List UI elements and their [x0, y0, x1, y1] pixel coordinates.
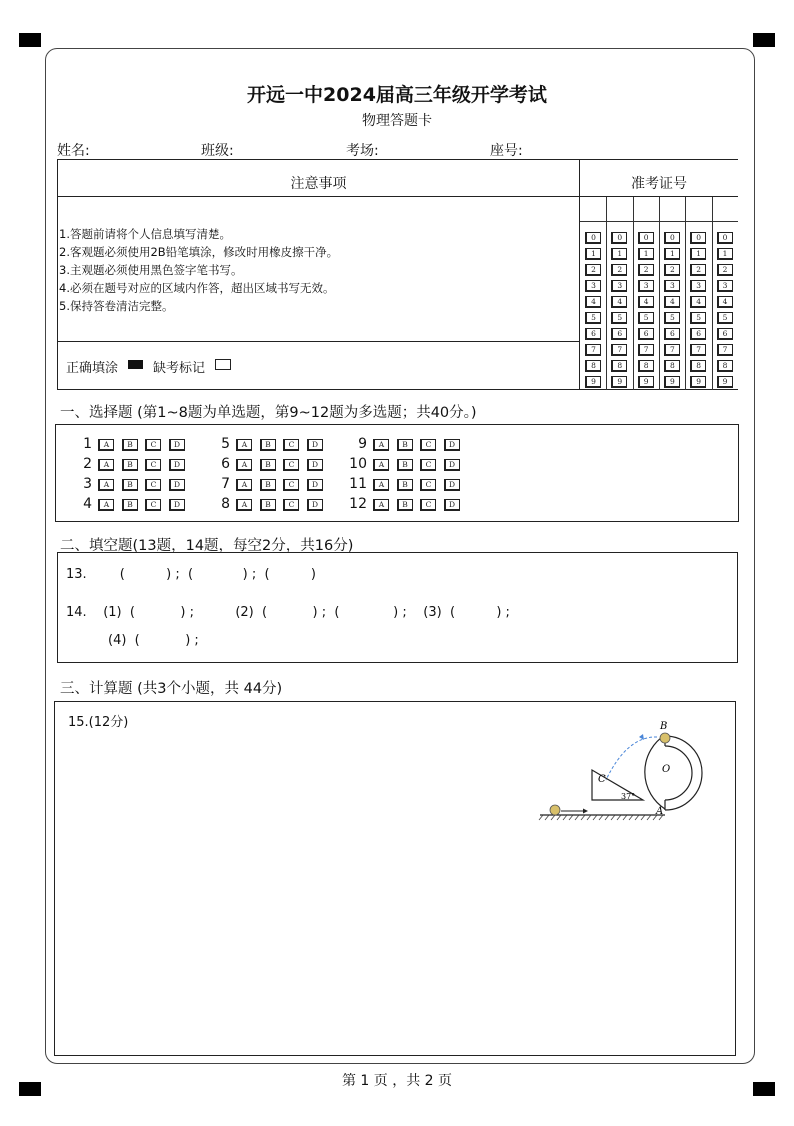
question-number: 9: [358, 436, 367, 452]
student-id-bubble[interactable]: 5: [611, 312, 627, 324]
id-column-divider: [659, 197, 660, 390]
student-id-bubble[interactable]: 7: [638, 344, 654, 356]
answer-bubble-d[interactable]: D: [444, 499, 460, 511]
student-id-bubble[interactable]: 0: [585, 232, 601, 244]
student-id-bubble[interactable]: 2: [717, 264, 733, 276]
seat-label: 座号:: [490, 143, 523, 159]
student-id-bubble[interactable]: 4: [717, 296, 733, 308]
student-id-bubble[interactable]: 5: [664, 312, 680, 324]
question-number: 5: [221, 436, 230, 452]
notice-item: 4.必须在题号对应的区域内作答，超出区域书写无效。: [59, 281, 335, 295]
student-id-bubble[interactable]: 6: [638, 328, 654, 340]
room-label: 考场:: [346, 143, 379, 159]
student-id-bubble[interactable]: 1: [638, 248, 654, 260]
label-c: C: [598, 774, 606, 785]
student-id-bubble[interactable]: 0: [611, 232, 627, 244]
student-id-bubble[interactable]: 4: [690, 296, 706, 308]
student-id-bubble[interactable]: 1: [585, 248, 601, 260]
q13-answer-line[interactable]: 13. ( ) ; ( ) ; ( ): [66, 567, 316, 582]
answer-bubble-a[interactable]: A: [98, 459, 114, 471]
student-id-bubble[interactable]: 0: [717, 232, 733, 244]
answer-bubble-a[interactable]: A: [98, 499, 114, 511]
student-id-bubble[interactable]: 0: [664, 232, 680, 244]
exam-title: 开远一中2024届高三年级开学考试: [247, 84, 547, 106]
answer-bubble-d[interactable]: D: [169, 439, 185, 451]
answer-bubble-c[interactable]: C: [283, 479, 299, 491]
question-number: 8: [221, 496, 230, 512]
answer-bubble-a[interactable]: A: [236, 439, 252, 451]
answer-bubble-a[interactable]: A: [373, 459, 389, 471]
arrow-head: [583, 809, 588, 814]
room-field[interactable]: [346, 140, 471, 160]
student-id-bubble[interactable]: 4: [585, 296, 601, 308]
student-id-heading: 准考证号: [631, 176, 687, 192]
answer-bubble-c[interactable]: C: [145, 499, 161, 511]
student-id-bubble[interactable]: 2: [611, 264, 627, 276]
answer-bubble-b[interactable]: B: [260, 459, 276, 471]
notice-item: 1.答题前请将个人信息填写清楚。: [59, 227, 231, 241]
id-column-divider: [685, 197, 686, 390]
student-id-bubble[interactable]: 9: [638, 376, 654, 388]
answer-bubble-b[interactable]: B: [397, 459, 413, 471]
student-id-bubble[interactable]: 5: [585, 312, 601, 324]
student-id-bubble[interactable]: 8: [611, 360, 627, 372]
answer-bubble-b[interactable]: B: [397, 499, 413, 511]
q15-label: 15.(12分): [68, 715, 129, 730]
answer-bubble-b[interactable]: B: [397, 479, 413, 491]
answer-bubble-d[interactable]: D: [169, 479, 185, 491]
student-id-bubble[interactable]: 2: [638, 264, 654, 276]
q14-answer-line-2[interactable]: (4) ( ) ;: [108, 633, 199, 648]
correct-fill-sample: [128, 360, 143, 369]
answer-bubble-d[interactable]: D: [444, 479, 460, 491]
student-id-bubble[interactable]: 6: [717, 328, 733, 340]
answer-bubble-c[interactable]: C: [420, 479, 436, 491]
student-id-bubble[interactable]: 7: [664, 344, 680, 356]
question-number: 2: [83, 456, 92, 472]
student-id-bubble[interactable]: 6: [611, 328, 627, 340]
q14-answer-line[interactable]: 14. (1) ( ) ; (2) ( ) ; ( ) ; (3) ( ) ;: [66, 605, 510, 620]
page-footer: 第 1 页 ，共 2 页: [341, 1073, 453, 1089]
student-id-bubble[interactable]: 2: [664, 264, 680, 276]
answer-bubble-d[interactable]: D: [169, 499, 185, 511]
seat-field[interactable]: [490, 140, 615, 160]
answer-bubble-c[interactable]: C: [145, 439, 161, 451]
answer-bubble-d[interactable]: D: [307, 479, 323, 491]
answer-bubble-c[interactable]: C: [145, 479, 161, 491]
answer-bubble-d[interactable]: D: [444, 459, 460, 471]
answer-bubble-a[interactable]: A: [236, 479, 252, 491]
student-id-bubble[interactable]: 3: [717, 280, 733, 292]
absent-mark-box[interactable]: [215, 359, 231, 370]
student-id-bubble[interactable]: 0: [638, 232, 654, 244]
student-id-bubble[interactable]: 1: [690, 248, 706, 260]
correct-fill-label: 正确填涂: [66, 361, 119, 376]
answer-bubble-a[interactable]: A: [373, 439, 389, 451]
student-id-bubble[interactable]: 3: [664, 280, 680, 292]
answer-bubble-b[interactable]: B: [397, 439, 413, 451]
student-id-bubble[interactable]: 2: [690, 264, 706, 276]
student-id-bubble[interactable]: 3: [638, 280, 654, 292]
student-id-bubble[interactable]: 4: [638, 296, 654, 308]
question-number: 4: [83, 496, 92, 512]
question-number: 11: [349, 476, 367, 492]
label-angle: 37°: [621, 792, 636, 801]
student-id-bubble[interactable]: 2: [585, 264, 601, 276]
exam-subtitle: 物理答题卡: [362, 113, 432, 129]
student-id-bubble[interactable]: 9: [717, 376, 733, 388]
name-field[interactable]: [57, 140, 182, 160]
notice-divider-bottom: [57, 341, 580, 342]
answer-bubble-c[interactable]: C: [420, 499, 436, 511]
student-id-bubble[interactable]: 5: [638, 312, 654, 324]
student-id-bubble[interactable]: 6: [664, 328, 680, 340]
answer-bubble-a[interactable]: A: [98, 479, 114, 491]
notice-divider-h: [57, 196, 580, 197]
notice-item: 2.客观题必须使用2B铅笔填涂，修改时用橡皮擦干净。: [59, 245, 339, 259]
trajectory: [606, 737, 657, 780]
student-id-bubble[interactable]: 5: [690, 312, 706, 324]
label-a: A: [656, 806, 664, 817]
question-number: 1: [83, 436, 92, 452]
student-id-bubble[interactable]: 4: [664, 296, 680, 308]
student-id-bubble[interactable]: 9: [690, 376, 706, 388]
answer-bubble-b[interactable]: B: [122, 459, 138, 471]
student-id-bubble[interactable]: 8: [638, 360, 654, 372]
answer-bubble-b[interactable]: B: [260, 499, 276, 511]
label-b: B: [660, 721, 668, 732]
answer-bubble-a[interactable]: A: [236, 499, 252, 511]
question-number: 6: [221, 456, 230, 472]
student-id-bubble[interactable]: 4: [611, 296, 627, 308]
class-label: 班级:: [201, 143, 234, 159]
answer-bubble-a[interactable]: A: [373, 479, 389, 491]
student-id-bubble[interactable]: 7: [611, 344, 627, 356]
student-id-bubble[interactable]: 0: [690, 232, 706, 244]
student-id-bubble[interactable]: 8: [717, 360, 733, 372]
absent-mark-label: 缺考标记: [153, 361, 206, 376]
name-line[interactable]: [94, 145, 182, 160]
student-id-bubble[interactable]: 9: [664, 376, 680, 388]
answer-bubble-b[interactable]: B: [260, 479, 276, 491]
answer-bubble-c[interactable]: C: [283, 499, 299, 511]
answer-bubble-b[interactable]: B: [122, 479, 138, 491]
student-id-bubble[interactable]: 7: [585, 344, 601, 356]
id-column-divider: [606, 197, 607, 390]
answer-bubble-c[interactable]: C: [420, 459, 436, 471]
class-field[interactable]: [201, 140, 326, 160]
answer-bubble-c[interactable]: C: [283, 459, 299, 471]
answer-bubble-d[interactable]: D: [444, 439, 460, 451]
student-id-bubble[interactable]: 3: [611, 280, 627, 292]
answer-bubble-b[interactable]: B: [122, 499, 138, 511]
answer-bubble-a[interactable]: A: [98, 439, 114, 451]
answer-bubble-d[interactable]: D: [307, 459, 323, 471]
student-id-bubble[interactable]: 6: [690, 328, 706, 340]
seat-line[interactable]: [527, 145, 615, 160]
question-number: 3: [83, 476, 92, 492]
ball-top: [660, 733, 670, 743]
notice-heading: 注意事项: [290, 176, 347, 192]
section2-title: 二、填空题(13题，14题，每空2分，共16分): [60, 538, 354, 554]
id-column-divider: [712, 197, 713, 390]
student-id-bubble[interactable]: 7: [717, 344, 733, 356]
trajectory-arrow: [639, 734, 644, 740]
student-id-bubble[interactable]: 5: [717, 312, 733, 324]
notice-divider-v: [579, 159, 580, 390]
answer-bubble-d[interactable]: D: [307, 439, 323, 451]
name-label: 姓名:: [57, 143, 90, 159]
answer-bubble-a[interactable]: A: [373, 499, 389, 511]
student-id-bubble[interactable]: 8: [585, 360, 601, 372]
room-line[interactable]: [383, 145, 471, 160]
student-id-bubble[interactable]: 1: [717, 248, 733, 260]
student-id-bubble[interactable]: 3: [690, 280, 706, 292]
student-id-bubble[interactable]: 9: [611, 376, 627, 388]
answer-bubble-d[interactable]: D: [307, 499, 323, 511]
answer-bubble-c[interactable]: C: [145, 459, 161, 471]
label-o: O: [662, 764, 671, 775]
notice-item: 3.主观题必须使用黑色签字笔书写。: [59, 263, 243, 277]
student-id-bubble[interactable]: 8: [690, 360, 706, 372]
class-line[interactable]: [238, 145, 326, 160]
answer-bubble-a[interactable]: A: [236, 459, 252, 471]
id-column-divider: [633, 197, 634, 390]
notice-item: 5.保持答卷清洁完整。: [59, 299, 174, 313]
registration-mark: [19, 33, 41, 47]
student-id-bubble[interactable]: 6: [585, 328, 601, 340]
question-number: 10: [349, 456, 367, 472]
student-id-bubble[interactable]: 1: [611, 248, 627, 260]
question-number: 12: [349, 496, 367, 512]
registration-mark: [753, 33, 775, 47]
student-id-bubble[interactable]: 8: [664, 360, 680, 372]
physics-figure: [535, 712, 725, 824]
answer-bubble-d[interactable]: D: [169, 459, 185, 471]
ball-start: [550, 805, 560, 815]
student-id-bubble[interactable]: 1: [664, 248, 680, 260]
section3-title: 三、计算题 (共3个小题，共 44分): [60, 681, 283, 697]
student-id-bubble[interactable]: 7: [690, 344, 706, 356]
answer-bubble-b[interactable]: B: [122, 439, 138, 451]
student-id-bubble[interactable]: 3: [585, 280, 601, 292]
question-number: 7: [221, 476, 230, 492]
section1-title: 一、选择题 (第1~8题为单选题，第9~12题为多选题；共40分。): [60, 405, 477, 421]
answer-bubble-c[interactable]: C: [283, 439, 299, 451]
student-id-bubble[interactable]: 9: [585, 376, 601, 388]
answer-bubble-b[interactable]: B: [260, 439, 276, 451]
ground-hatch: [539, 815, 663, 820]
answer-bubble-c[interactable]: C: [420, 439, 436, 451]
